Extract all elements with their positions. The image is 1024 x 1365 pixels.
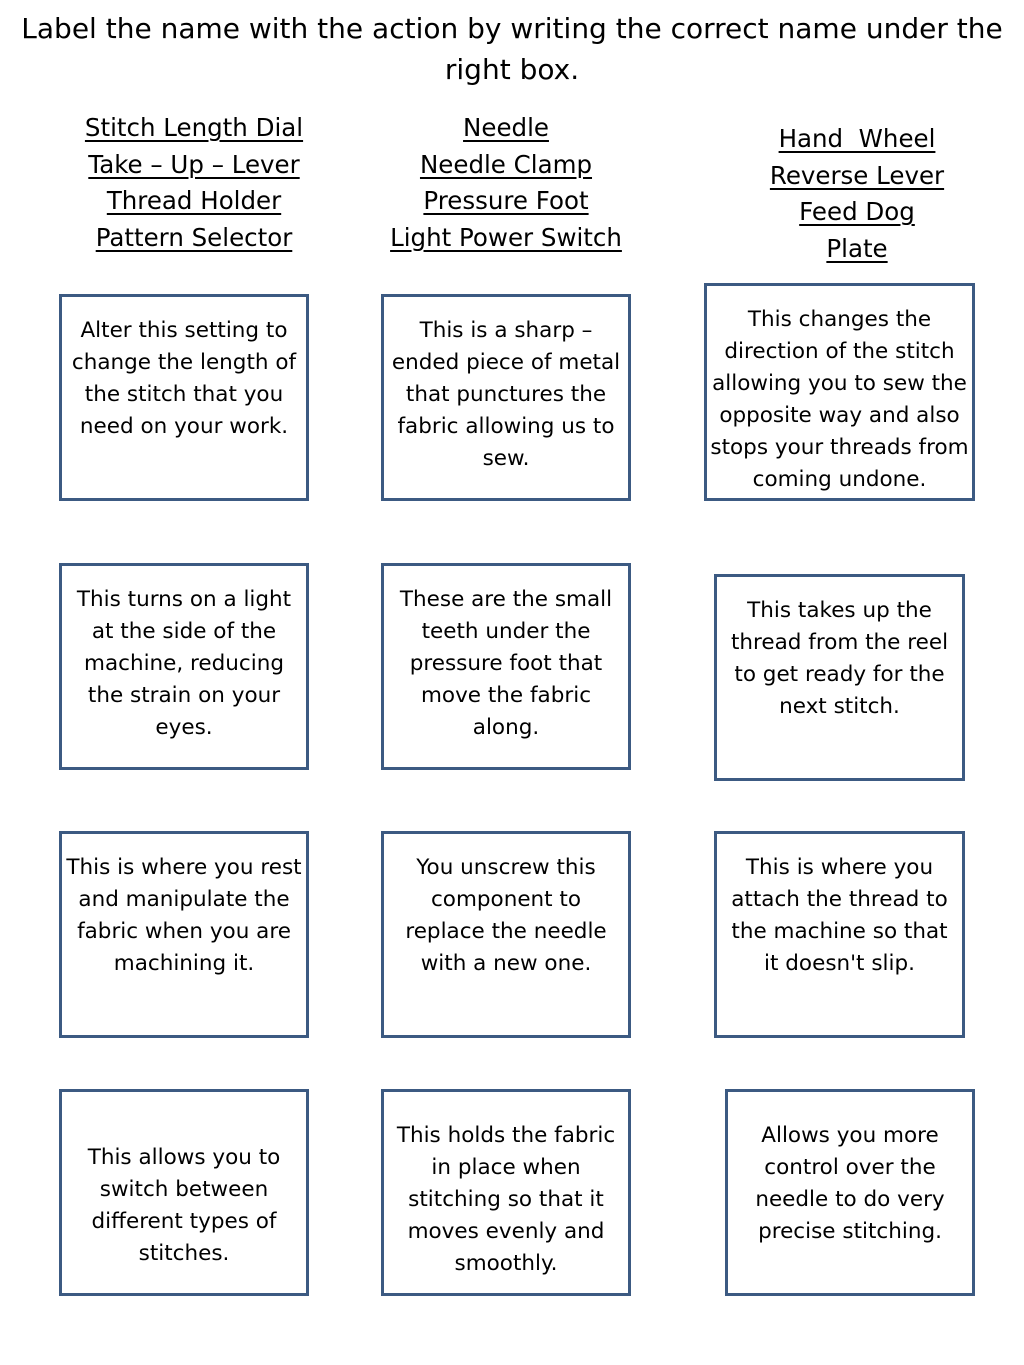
description-box (704, 283, 975, 501)
description-box (59, 563, 309, 770)
description-text: Alter this setting to change the length of the stitch that you need on your work. (71, 318, 297, 439)
description-text: This is a sharp – ended piece of metal that punctures the fabric allowing us to sew. (391, 318, 621, 471)
description-text: Allows you more control over the needle to do very precise stitching. (755, 1123, 945, 1244)
description-box (725, 1089, 975, 1296)
description-text: This is where you attach the thread to the machine so that it doesn't slip. (731, 855, 948, 976)
description-box (381, 831, 631, 1038)
description-text: These are the small teeth under the pressure foot that move the fabric along. (399, 587, 613, 740)
description-box (59, 831, 309, 1038)
name-needle: Needle (463, 113, 549, 142)
name-thread-holder: Thread Holder (106, 186, 282, 215)
name-list-2 (366, 110, 646, 256)
name-needle-clamp: Needle Clamp (419, 149, 593, 179)
description-text: This takes up the thread from the reel to get ready for the next stitch. (730, 598, 949, 719)
description-box (714, 574, 965, 781)
description-text: This changes the direction of the stitch allowing you to sew the opposite way and also stops your threads from coming undone. (710, 307, 969, 492)
description-box (714, 831, 965, 1038)
name-reverse-lever: Reverse Lever (769, 160, 945, 190)
name-hand-wheel: Hand Wheel (778, 124, 936, 153)
page-title: Label the name with the action by writing the correct name under the right box. (21, 12, 1003, 86)
description-text: This allows you to switch between different types of stitches. (87, 1145, 281, 1266)
name-take-up-lever: Take – Up – Lever (88, 149, 300, 179)
description-text: This is where you rest and manipulate the fabric when you are machining it. (66, 855, 302, 976)
name-list-1 (54, 110, 334, 256)
name-light-power-switch: Light Power Switch (390, 222, 622, 252)
name-plate: Plate (826, 233, 888, 263)
description-box (381, 1089, 631, 1296)
description-box (59, 294, 309, 501)
description-text: This holds the fabric in place when stitching so that it moves evenly and smoothly. (396, 1123, 616, 1276)
description-text: This turns on a light at the side of the machine, reducing the strain on your eyes. (76, 587, 292, 740)
name-list-3 (717, 121, 997, 267)
name-stitch-length-dial: Stitch Length Dial (84, 113, 304, 142)
name-pressure-foot: Pressure Foot (423, 186, 589, 215)
description-box (381, 563, 631, 770)
description-box (59, 1089, 309, 1296)
name-feed-dog: Feed Dog (799, 197, 915, 226)
description-text: You unscrew this component to replace the needle with a new one. (405, 855, 607, 976)
description-box (381, 294, 631, 501)
name-pattern-selector: Pattern Selector (95, 222, 293, 252)
